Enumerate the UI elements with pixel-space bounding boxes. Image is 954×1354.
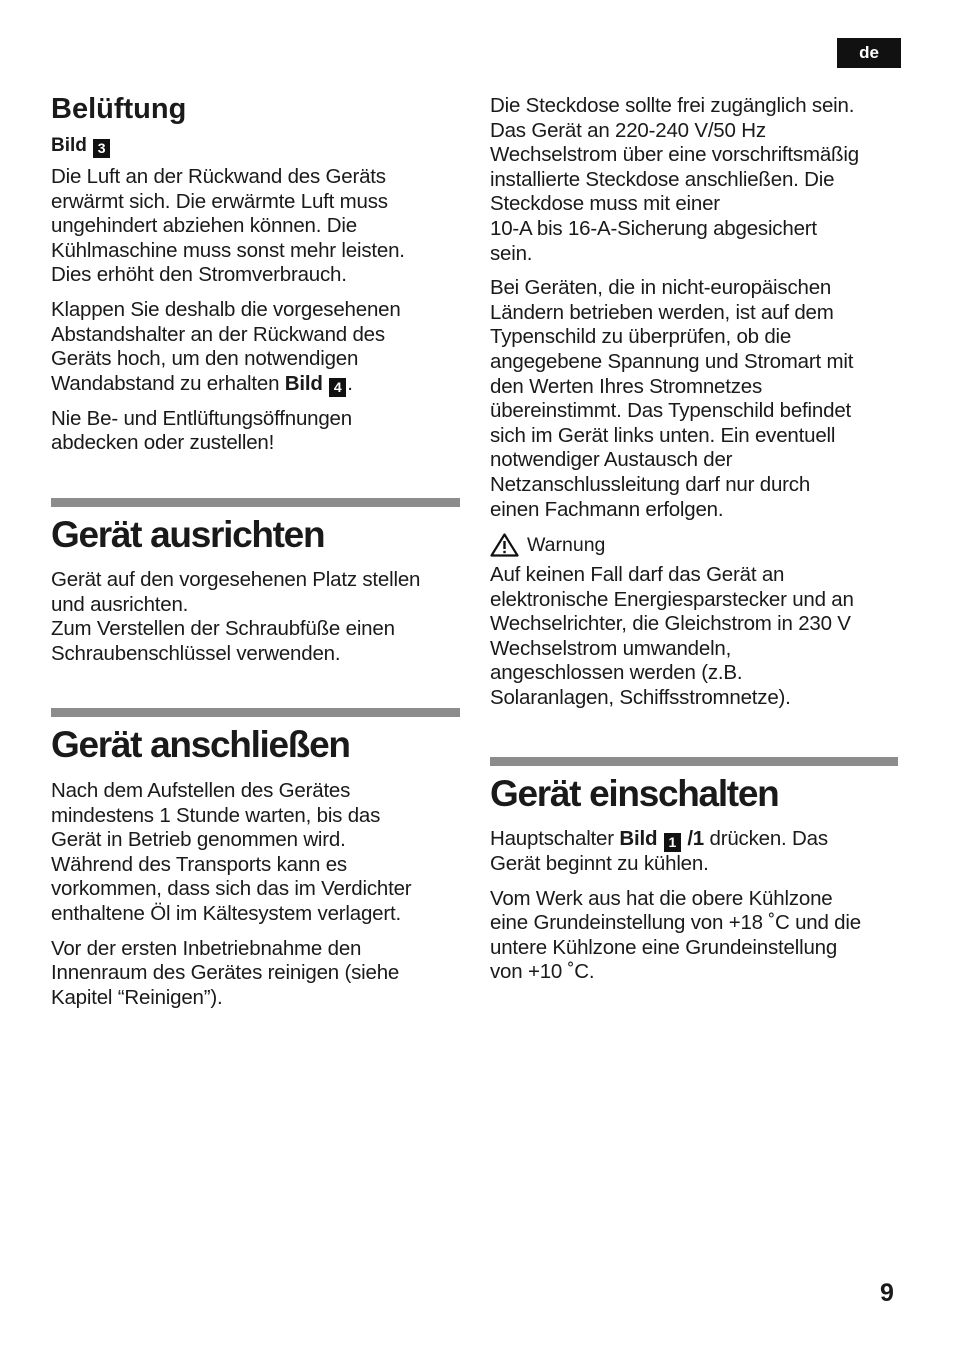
- warning-label: Warnung: [527, 534, 606, 557]
- paragraph-belueftung-2: Klappen Sie deshalb die vorgesehenen Abstandshalter an der Rückwand des Geräts hoch, um den notwendigen Wandabstand zu erhalten Bild 4 .: [51, 297, 401, 395]
- page-number: 9: [880, 1279, 894, 1307]
- section-belueftung: [51, 92, 463, 456]
- section-heading-anschliessen: Gerät anschließen: [51, 724, 350, 765]
- section-heading-einschalten: Gerät einschalten: [490, 773, 779, 814]
- section-divider: [51, 708, 460, 717]
- section-heading-belueftung: Belüftung: [51, 93, 187, 125]
- paragraph-einschalten-2: Vom Werk aus hat die obere Kühlzone eine Grundeinstellung von +18 ˚C und die untere Kühlzone eine Grundeinstellung von +10 ˚C.: [490, 886, 861, 984]
- figure-item-reference: /1: [687, 827, 705, 850]
- section-einschalten: [490, 827, 906, 985]
- figure-number-badge: 3: [93, 139, 110, 158]
- paragraph-warnung: Auf keinen Fall darf das Gerät an elektronische Energiesparstecker und an Wechselrichter, die Gleichstrom in 230 V Wechselstrom umwandeln, angeschlossen werden (z.B. Solaranlagen, Schiffsstromnetze).: [490, 563, 854, 710]
- paragraph-belueftung-3: Nie Be- und Entlüftungsöffnungen abdecken oder zustellen!: [51, 406, 352, 455]
- figure-label: Bild: [619, 827, 658, 850]
- paragraph-typenschild: Bei Geräten, die in nicht-europäischen Ländern betrieben werden, ist auf dem Typenschild zu überprüfen, ob die angegebene Spannung und Stromart mit den Werten Ihres Stromnetzes übereinstimmt. Das Typenschild befindet sich im Gerät links unten. Ein eventuell notwendiger Austausch der Netzanschlussleitung darf nur durch einen Fachmann erfolgen.: [490, 276, 854, 521]
- figure-reference: [51, 134, 463, 158]
- section-ausrichten: [51, 568, 463, 666]
- figure-label: Bild: [284, 371, 323, 395]
- section-divider: [51, 498, 460, 507]
- section-divider: [490, 757, 898, 766]
- paragraph-belueftung-1: Die Luft an der Rückwand des Geräts erwärmt sich. Die erwärmte Luft muss ungehindert abziehen können. Die Kühlmaschine muss sonst mehr leisten. Dies erhöht den Stromverbrauch.: [51, 165, 405, 287]
- paragraph-steckdose: Die Steckdose sollte frei zugänglich sein. Das Gerät an 220-240 V/50 Hz Wechselstrom über eine vorschriftsmäßig installierte Steckdose anschließen. Die Steckdose muss mit einer 10-A bis 16-A-Sicherung abgesichert sein.: [490, 94, 859, 265]
- figure-label: Bild: [51, 135, 87, 156]
- section-heading-ausrichten: Gerät ausrichten: [51, 514, 325, 555]
- paragraph-ausrichten: Gerät auf den vorgesehenen Platz stellen und ausrichten. Zum Verstellen der Schraubfüße einen Schraubenschlüssel verwenden.: [51, 568, 421, 665]
- section-anschliessen: [51, 779, 463, 1010]
- warning-heading: [490, 533, 906, 557]
- paragraph-einschalten-1: Hauptschalter Bild 1 /1 drücken. Das Gerät beginnt zu kühlen.: [490, 827, 828, 875]
- paragraph-anschliessen-1: Nach dem Aufstellen des Gerätes mindestens 1 Stunde warten, bis das Gerät in Betrieb genommen wird. Während des Transports kann es vorkommen, dass sich das im Verdichter enthaltene Öl im Kältesystem verlagert.: [51, 779, 412, 925]
- paragraph-anschliessen-2: Vor der ersten Inbetriebnahme den Innenraum des Gerätes reinigen (siehe Kapitel “Reinigen”).: [51, 936, 400, 1009]
- section-anschluss-details: [490, 94, 906, 711]
- language-badge: de: [837, 38, 901, 68]
- warning-triangle-icon: [490, 533, 519, 557]
- figure-number-badge: 4: [329, 378, 346, 397]
- figure-number-badge: 1: [664, 833, 681, 852]
